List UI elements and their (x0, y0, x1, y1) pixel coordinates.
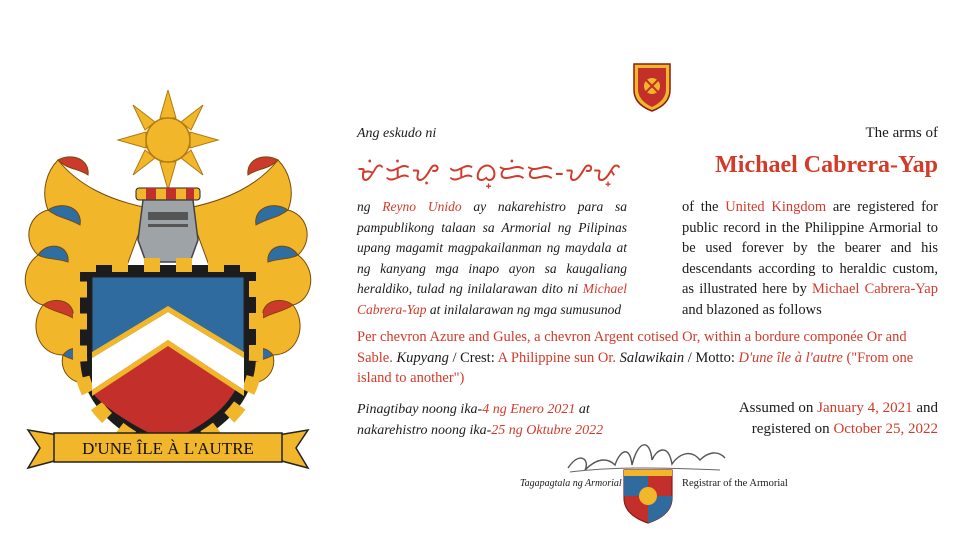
fil-body-text: ng Reyno Unido ay nakarehistro para sa pampublikong talaan sa Armorial ng Pilipinas upang magamit magpakailanman ng maydala at ng kanyang mga inapo ayon sa kaugaliang heraldiko, tulad ng inilalarawan dito ni Michael Cabrera-Yap at inilalarawan ng mga sumusunod (357, 199, 627, 317)
en-artist: Michael Cabrera-Yap (811, 281, 938, 297)
fil-registrar-label: Tagapagtala ng Armorial (520, 478, 622, 489)
blazon-crest: A Philippine sun Or. (497, 349, 617, 366)
fil-registered-date: 25 ng Oktubre 2022 (491, 422, 604, 438)
blazon: Per chevron Azure and Gules, a chevron Argent cotised Or, within a bordure componée Or and Sable. Kupyang / Crest: A Philippine sun Or. Salawikain / Motto: D'une île à l'autre ("From one island to another") (357, 329, 914, 386)
en-country: United Kingdom (725, 199, 827, 215)
en-assumed-date: January 4, 2021 (817, 400, 913, 416)
coat-of-arms-illustration (18, 90, 318, 475)
blazon-motto: D'une île à l'autre (738, 349, 843, 366)
en-body-text: of the United Kingdom are registered for public record in the Philippine Armorial to be used forever by the bearer and his descendants according to heraldic custom, as illustrated here by Michael Cabrera-Yap and blazoned as follows (682, 199, 938, 318)
en-name: Michael Cabrera-Yap (715, 152, 938, 178)
sun-crest (118, 90, 218, 190)
motto-scroll (28, 430, 308, 468)
fil-country: Reyno Unido (382, 199, 462, 214)
fil-intro: Ang eskudo ni (357, 126, 437, 141)
en-registered-date: October 25, 2022 (833, 421, 938, 437)
fil-assumed-date: 4 ng Enero 2021 (482, 402, 576, 417)
registrar-seal-icon (620, 466, 676, 524)
helm (138, 200, 198, 262)
philippine-armorial-badge-icon (632, 62, 672, 112)
en-dates: Assumed on January 4, 2021 and registered on October 25, 2022 (738, 400, 938, 437)
en-registrar-label: Registrar of the Armorial (682, 478, 788, 489)
fil-artist: Michael Cabrera-Yap (357, 281, 627, 317)
blazon-arms: Per chevron Azure and Gules, a chevron Argent cotised Or, within a bordure componée Or and Sable. (357, 329, 907, 366)
fil-name-baybayin: ᜋᜒᜃᜒᜌᜓ ᜃᜊ᜔ᜇᜒᜇ-ᜌᜉ᜔ (357, 158, 622, 188)
en-intro: The arms of (865, 125, 938, 141)
shield (80, 265, 256, 455)
blazon-motto-translation: ("From one island to another") (357, 349, 914, 386)
motto-scroll-text: D'UNE ÎLE À L'AUTRE (82, 439, 254, 458)
fil-dates: Pinagtibay noong ika-4 ng Enero 2021 at nakarehistro noong ika-25 ng Oktubre 2022 (357, 402, 604, 438)
